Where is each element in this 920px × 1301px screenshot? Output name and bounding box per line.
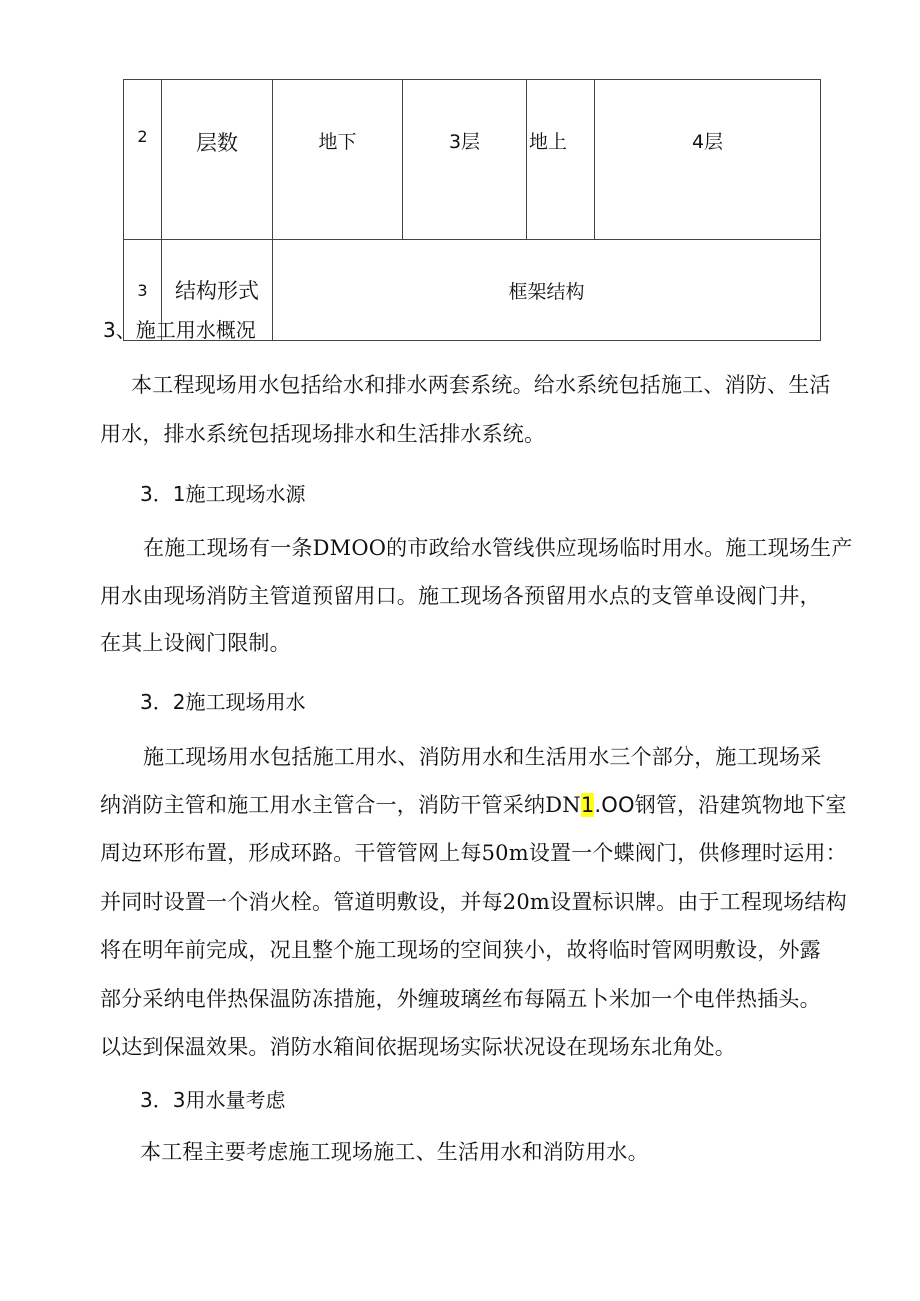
paragraph-line: 周边环形布置，形成环路。干管管网上每50m设置一个蝶阀门，供修理时运用： [100,841,847,865]
row-label: 结构形式 [162,240,273,341]
paragraph-line: 将在明年前完成，况且整个施工现场的空间狭小，故将临时管网明敷设，外露 [100,938,821,962]
section-heading: 3、施工用水概况 [103,318,256,342]
paragraph-line: 本工程主要考虑施工现场施工、生活用水和消防用水。 [140,1140,649,1164]
paragraph-text: .OO钢管，沿建筑物地下室 [594,793,847,817]
building-info-table [123,79,821,341]
underground-label: 地下 [273,80,403,240]
paragraph-line: 在施工现场有一条DMOO的市政给水管线供应现场临时用水。施工现场生产 [143,536,853,560]
paragraph-line [100,789,920,819]
row-label: 层数 [162,80,273,240]
paragraph-line: 施工现场用水包括施工用水、消防用水和生活用水三个部分，施工现场采 [143,745,822,769]
underground-floors: 3层 [403,80,527,240]
subsection-heading: 3．3用水量考虑 [140,1088,286,1112]
paragraph-line: 以达到保温效果。消防水箱间依据现场实际状况设在现场东北角处。 [100,1035,736,1059]
row-number: 2 [124,80,162,240]
table-row [124,80,821,240]
paragraph-text: 纳消防主管和施工用水主管合一，消防干管采纳DN [100,793,581,817]
paragraph-line: 并同时设置一个消火栓。管道明敷设，并每20m设置标识牌。由于工程现场结构 [100,890,847,914]
paragraph-line: 用水，排水系统包括现场排水和生活排水系统。 [100,422,546,446]
paragraph-line: 部分采纳电伴热保温防冻措施，外缠玻璃丝布每隔五卜米加一个电伴热插头。 [100,987,821,1011]
paragraph-line: 本工程现场用水包括给水和排水两套系统。给水系统包括施工、消防、生活 [131,373,831,397]
paragraph-line: 在其上设阀门限制。 [100,631,291,655]
aboveground-label: 地上 [527,80,595,240]
subsection-heading: 3．1施工现场水源 [140,482,306,506]
aboveground-floors: 4层 [595,80,821,240]
paragraph-line: 用水由现场消防主管道预留用口。施工现场各预留用水点的支管单设阀门井， [100,584,821,608]
row-number: 3 [124,240,162,341]
highlighted-text: 1 [580,793,595,817]
structure-type: 框架结构 [273,240,821,341]
subsection-heading: 3．2施工现场用水 [140,690,306,714]
